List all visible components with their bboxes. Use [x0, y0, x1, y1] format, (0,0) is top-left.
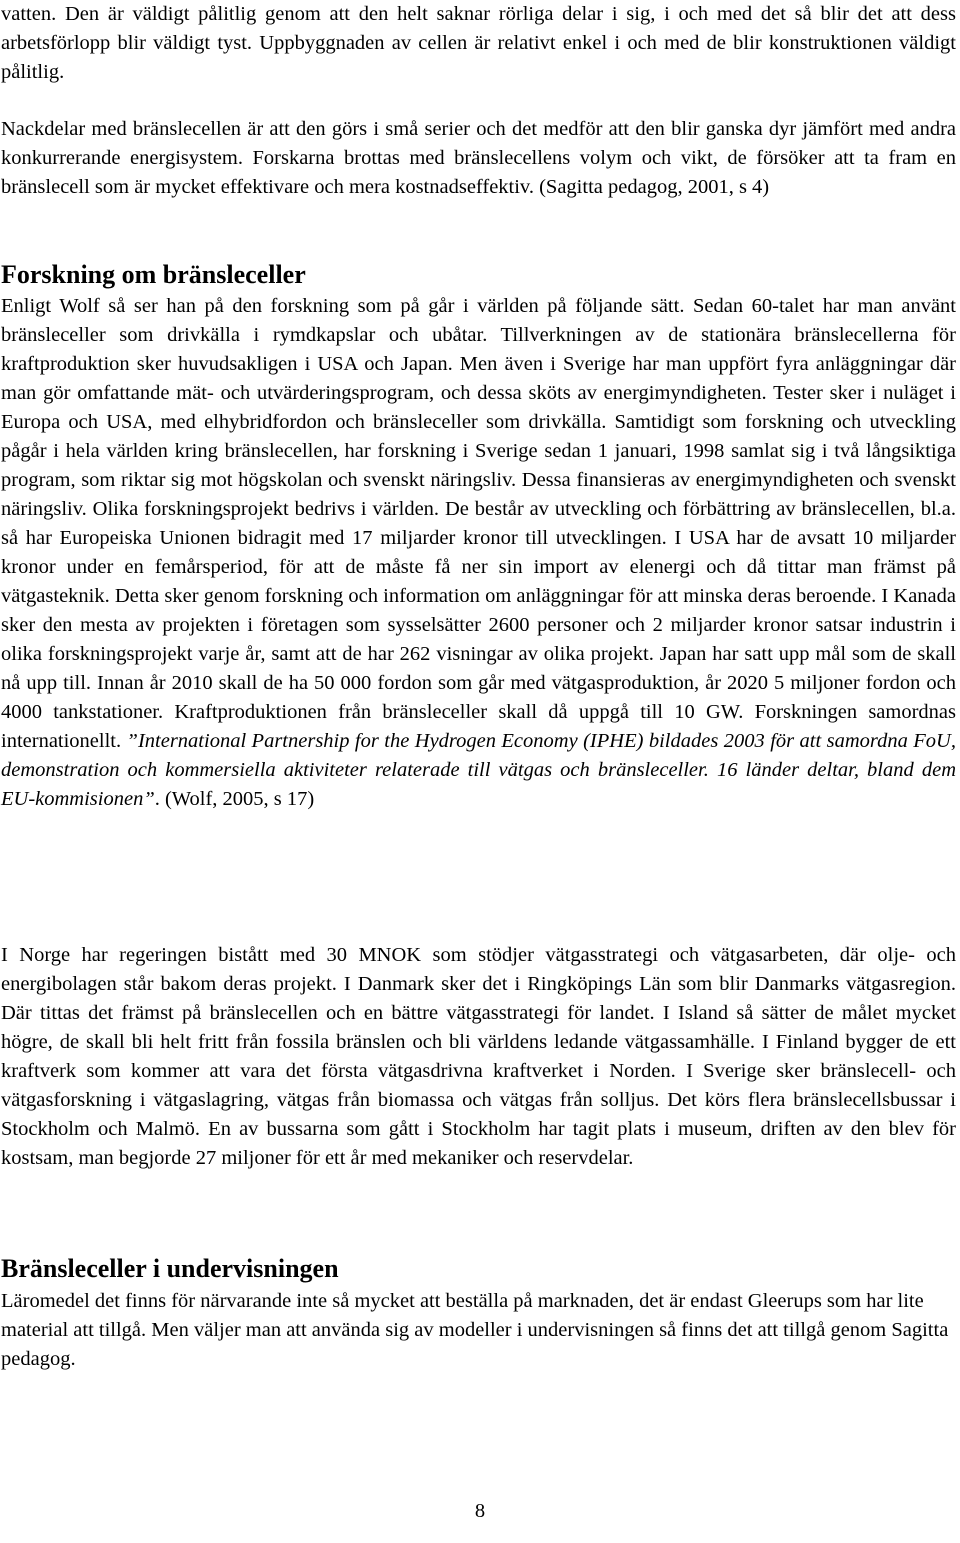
paragraph-text: Nackdelar med bränslecellen är att den görs i små serier och det medför att den blir ganska dyr jämfört med andra konkurrerande energisystem. Forskarna brottas med bränslecellens volym och vikt, de försöker att ta fram en bränslecell som är mycket effektivare och mera kostnadseffektiv. (Sagitta pedagog, 2001, s 4) — [1, 118, 956, 198]
quote-text: ”International Partnership for the Hydrogen Economy (IPHE) bildades 2003 för att samordna FoU, demonstration och kommersiella aktiviteter relaterade till vätgas och bränsleceller. 16 länder deltar, bland dem EU-kommisionen” — [1, 730, 956, 810]
paragraph-teaching-materials — [1, 1287, 956, 1374]
paragraph-nordic-countries — [1, 941, 956, 1173]
section-heading-research: Forskning om bränsleceller — [1, 260, 306, 289]
citation-text: . (Wolf, 2005, s 17) — [154, 788, 315, 810]
paragraph-research — [1, 292, 956, 814]
paragraph-intro-continuation — [1, 0, 956, 87]
paragraph-text: Läromedel det finns för närvarande inte så mycket att beställa på marknaden, det är endast Gleerups som har lite material att tillgå. Men väljer man att använda sig av modeller i undervisningen så finns det att tillgå genom Sagitta pedagog. — [1, 1290, 949, 1370]
paragraph-drawbacks — [1, 115, 956, 202]
paragraph-text: I Norge har regeringen bistått med 30 MNOK som stödjer vätgasstrategi och vätgasarbeten, där olje- och energibolagen står bakom deras projekt. I Danmark sker det i Ringköpings Län som blir Danmarks vätgasregion. Där tittas det främst på bränslecellen och en bättre vätgasstrategi för landet. I Island så sätter de målet mycket högre, de skall bli helt fritt från fossila bränslen och bli världens ledande vätgassamhälle. I Finland bygger de ett kraftverk som kommer att vara det första vätgasdrivna kraftverket i Norden. I Sverige sker bränslecell- och vätgasforskning i vätgaslagring, vätgas från biomassa och vätgas från solljus. Det körs flera bränslecellsbussar i Stockholm och Malmö. En av bussarna som gått i Stockholm har tagit plats i museum, driften av den blev för kostsam, man begjorde 27 miljoner för ett år med mekaniker och reservdelar. — [1, 944, 956, 1169]
paragraph-text: Enligt Wolf så ser han på den forskning som på går i världen på följande sätt. Sedan 60-talet har man använt bränsleceller som drivkälla i rymdkapslar och ubåtar. Tillverkningen av de stationära bränslecellerna för kraftproduktion sker huvudsakligen i USA och Japan. Men även i Sverige har man uppfört fyra anläggningar där man gör omfattande mät- och utvärderingsprogram, och dessa sköts av energimyndigheten. Tester sker i nuläget i Europa och USA, med elhybridfordon och bränsleceller som drivkälla. Samtidigt som forskning och utveckling pågår i hela världen kring bränslecellen, har forskning i Sverige sedan 1 januari, 1998 samlat sig i två långsiktiga program, som riktar sig mot högskolan och svenskt näringsliv. Dessa finansieras av energimyndigheten och svenskt näringsliv. Olika forskningsprojekt bedrivs i världen. De består av utveckling och förbättring av bränslecellen, bl.a. så har Europeiska Unionen bidragit med 17 miljarder kronor till utvecklingen. I USA har de avsatt 10 miljarder kronor under en femårsperiod, för att de måste få ner sin import av elenergi och då tittar man främst på vätgasteknik. Detta sker genom forskning och information om anläggningar för att minska deras beroende. I Kanada sker den mesta av projekten i företagen som sysselsätter 2600 personer och 2 miljarder kronor satsar industrin i olika forskningsprojekt varje år, samt att de har 262 visningar av olika projekt. Japan har satt upp mål som de skall nå upp till. Innan år 2010 skall de ha 50 000 fordon som går med vätgasproduktion, år 2020 5 miljoner fordon och 4000 tankstationer. Kraftproduktionen från bränsleceller skall då uppgå till 10 GW. Forskningen samordnas internationellt. — [1, 295, 956, 752]
section-heading-teaching: Bränsleceller i undervisningen — [1, 1254, 339, 1283]
paragraph-text: vatten. Den är väldigt pålitlig genom att den helt saknar rörliga delar i sig, i och med det så blir det att dess arbetsförlopp blir väldigt tyst. Uppbyggnaden av cellen är relativt enkel i och med de blir konstruktionen väldigt pålitlig. — [1, 3, 956, 83]
page-number: 8 — [474, 1500, 486, 1522]
